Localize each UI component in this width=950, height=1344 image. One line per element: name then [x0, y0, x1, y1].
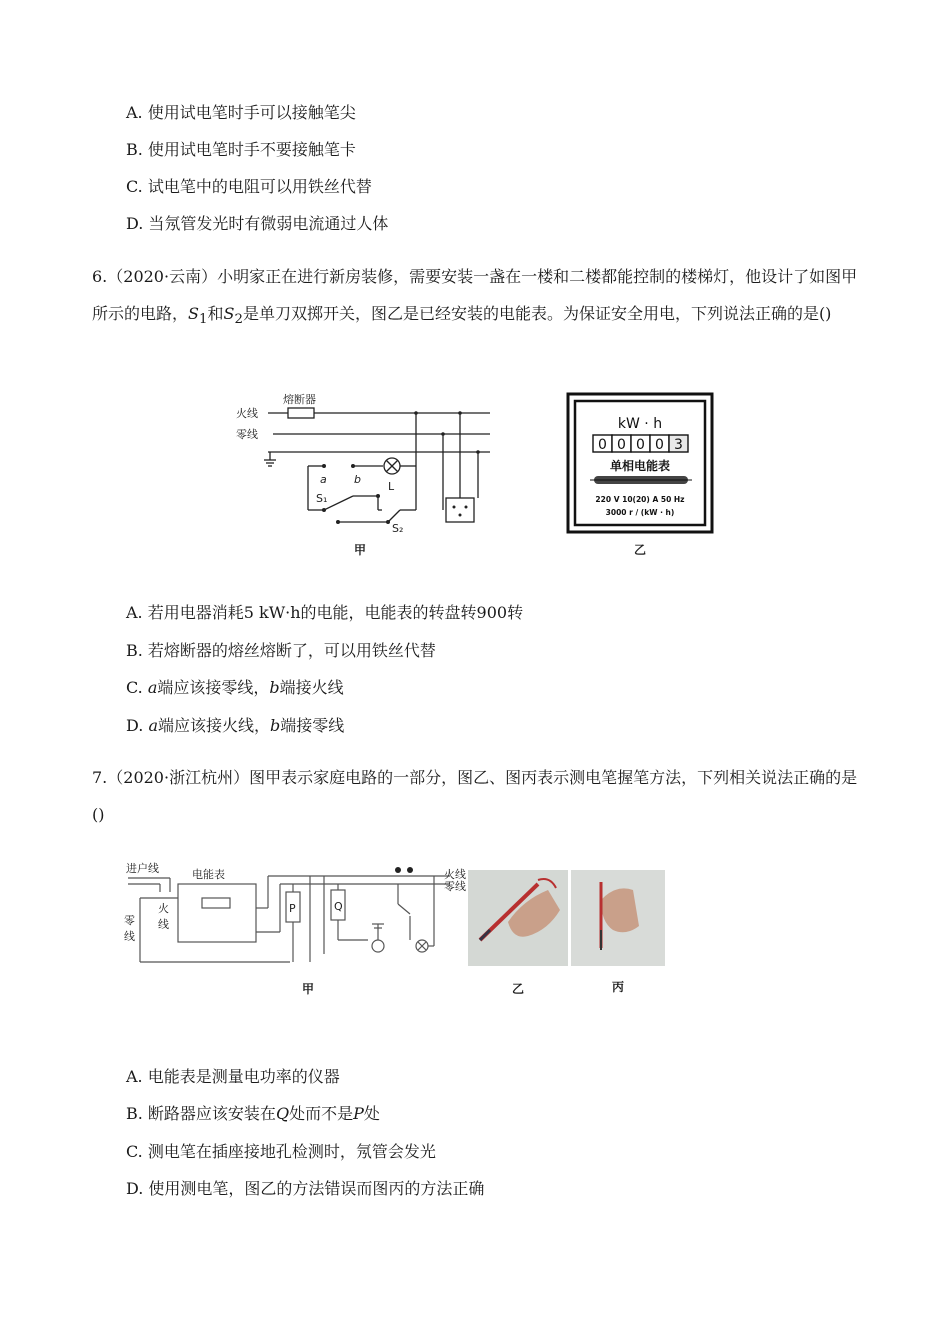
meter-digit-2: 0: [617, 437, 626, 453]
q7-option-b-prefix: B. 断路器应该安装在: [126, 1104, 276, 1123]
q6-option-d-mid: 端应该接火线，: [157, 716, 270, 735]
q6-option-d-end: 端接零线: [280, 716, 345, 735]
neutral-right-label: 零线: [444, 880, 466, 893]
q6-option-c-b: b: [269, 678, 280, 697]
q7-photo-yi: [468, 870, 568, 966]
q7-number: 7.: [92, 768, 108, 787]
q5-option-a[interactable]: A. 使用试电笔时手可以接触笔尖: [126, 103, 356, 122]
q6-caption-yi: 乙: [634, 543, 647, 557]
q6-s1: S: [188, 304, 199, 323]
neutral-vertical-2: 线: [124, 930, 135, 943]
terminal-a-label: a: [320, 473, 327, 486]
meter-digit-1: 0: [598, 437, 607, 453]
q6-source: （2020·云南）: [107, 267, 218, 286]
live-vertical-1: 火: [158, 902, 169, 915]
q6-option-c-end: 端接火线: [279, 678, 344, 697]
q6-option-c-mid: 端应该接零线，: [157, 678, 270, 697]
live-right-label: 火线: [444, 868, 466, 881]
q6-option-b[interactable]: B. 若熔断器的熔丝熔断了，可以用铁丝代替: [126, 641, 436, 660]
q7-stem: [92, 759, 862, 833]
fuse-icon: [288, 408, 314, 418]
neutral-vertical-1: 零: [124, 914, 135, 927]
q7-text: 图甲表示家庭电路的一部分，图乙、图丙表示测电笔握笔方法，下列相关说法正确的是(): [92, 768, 858, 824]
q7-option-a[interactable]: A. 电能表是测量电功率的仪器: [126, 1067, 340, 1086]
incoming-line-label: 进户线: [126, 862, 159, 875]
q7-option-c[interactable]: C. 测电笔在插座接地孔检测时，氖管会发光: [126, 1142, 436, 1161]
meter-spec-1: 220 V 10(20) A 50 Hz: [595, 495, 685, 504]
q7-option-b-p: P: [353, 1104, 364, 1123]
q7-household-circuit: [120, 854, 470, 1004]
q6-s2-sub: 2: [234, 312, 243, 328]
q6-number: 6.: [92, 267, 108, 286]
q6-circuit-diagram: [228, 388, 503, 563]
breaker-q-label: Q: [334, 900, 343, 913]
q6-option-d-b: b: [270, 716, 281, 735]
q6-option-d-a: a: [148, 716, 158, 735]
live-wire-label: 火线: [236, 407, 258, 420]
s2-label: S₂: [392, 522, 404, 535]
q6-s1-sub: 1: [198, 312, 208, 328]
live-vertical-2: 线: [158, 918, 169, 931]
q6-text-a: 小明家正在进行新房装修，需要安装一盏在一楼和二楼都能控制的楼梯灯，他设计了如图甲所示的电路，: [92, 267, 858, 323]
q7-option-b-mid: 处而不是: [289, 1104, 354, 1123]
q6-option-d[interactable]: [126, 715, 344, 737]
q5-option-b[interactable]: B. 使用试电笔时手不要接触笔卡: [126, 140, 356, 159]
q6-caption-jia: 甲: [354, 543, 367, 557]
q7-caption-yi: 乙: [512, 982, 525, 996]
q6-option-c[interactable]: [126, 677, 344, 699]
meter-box: [178, 884, 256, 942]
meter-name: 单相电能表: [609, 459, 671, 473]
q6-option-d-prefix: D.: [126, 716, 149, 735]
q7-option-d[interactable]: D. 使用测电笔，图乙的方法错误而图丙的方法正确: [126, 1179, 485, 1198]
q5-option-d[interactable]: D. 当氖管发光时有微弱电流通过人体: [126, 214, 389, 233]
q6-option-a[interactable]: A. 若用电器消耗5 kW·h的电能，电能表的转盘转900转: [126, 603, 524, 622]
q7-source: （2020·浙江杭州）: [107, 768, 250, 787]
fuse-label: 熔断器: [283, 393, 316, 406]
lamp-icon-1: [372, 940, 384, 952]
terminal-b-label: b: [354, 473, 361, 486]
q7-photo-bing: [571, 870, 665, 966]
lamp-label: L: [388, 480, 395, 493]
meter-label: 电能表: [192, 868, 225, 881]
q7-option-b[interactable]: [126, 1103, 380, 1125]
meter-spec-2: 3000 r / (kW · h): [605, 508, 675, 517]
meter-unit: kW · h: [617, 416, 663, 432]
q6-s2: S: [223, 304, 235, 323]
meter-digit-3: 0: [636, 437, 645, 453]
q6-stem: [92, 258, 862, 338]
breaker-p-label: P: [289, 902, 296, 915]
q6-option-c-prefix: C.: [126, 678, 148, 697]
q6-electric-meter: [566, 392, 716, 560]
q7-option-b-q: Q: [275, 1104, 290, 1123]
meter-digit-5: 3: [674, 437, 683, 453]
q7-caption-jia: 甲: [302, 982, 315, 996]
meter-digit-4: 0: [655, 437, 664, 453]
q5-option-c[interactable]: C. 试电笔中的电阻可以用铁丝代替: [126, 177, 372, 196]
q6-option-c-a: a: [147, 678, 158, 697]
q7-option-b-end: 处: [363, 1104, 380, 1123]
q6-and: 和: [207, 304, 224, 323]
s1-label: S₁: [316, 492, 328, 505]
q7-caption-bing: 丙: [612, 980, 625, 994]
neutral-wire-label: 零线: [236, 428, 258, 441]
q6-text-b: 是单刀双掷开关，图乙是已经安装的电能表。为保证安全用电，下列说法正确的是(): [242, 304, 832, 323]
